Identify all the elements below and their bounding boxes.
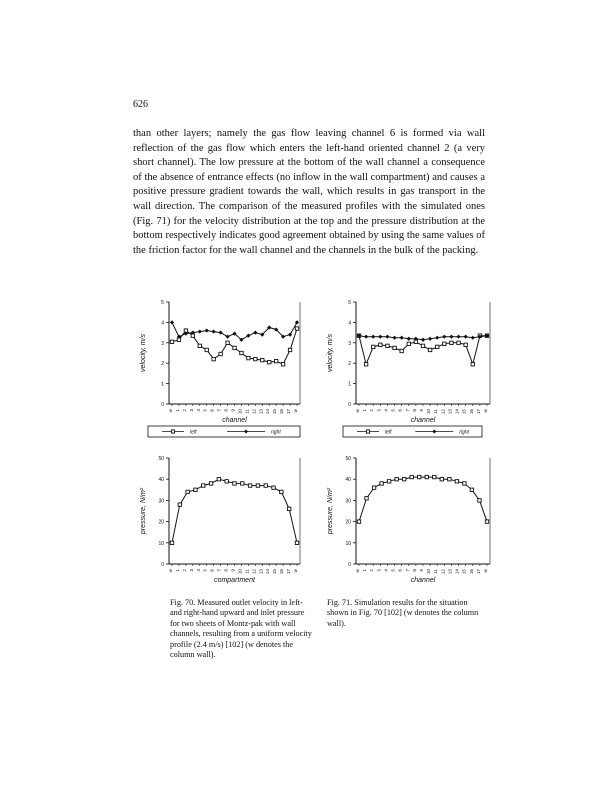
y-tick-label: 0 — [161, 562, 164, 568]
x-tick-label: 16 — [279, 569, 285, 575]
data-point-left — [379, 343, 382, 346]
data-point-left — [393, 346, 396, 349]
data-point-pressure — [395, 478, 398, 481]
data-point-right — [435, 336, 439, 340]
data-point-left — [261, 358, 264, 361]
x-tick-label: w — [168, 409, 173, 413]
y-tick-label: 10 — [158, 540, 164, 547]
fig71-pressure-chart — [327, 456, 490, 584]
x-tick-label: 9 — [419, 569, 424, 572]
x-tick-label: w — [355, 569, 360, 573]
x-tick-label: 1 — [362, 409, 368, 412]
x-tick-label: 4 — [383, 569, 389, 572]
data-point-pressure — [170, 541, 173, 544]
data-point-pressure — [357, 520, 360, 523]
x-tick-label: 7 — [216, 569, 222, 572]
x-tick-label: 14 — [454, 569, 460, 575]
data-point-pressure — [418, 475, 421, 478]
data-point-left — [247, 356, 250, 359]
legend-marker-left — [366, 430, 369, 433]
x-tick-label: 12 — [251, 569, 257, 575]
x-tick-label: 9 — [419, 409, 424, 412]
data-point-right — [421, 338, 425, 342]
data-point-left — [281, 363, 284, 366]
x-tick-label: 2 — [181, 569, 187, 572]
x-tick-label: 9 — [230, 569, 236, 572]
x-tick-label: 12 — [440, 409, 446, 415]
x-tick-label: 2 — [369, 409, 375, 412]
x-tick-label: 5 — [390, 569, 396, 572]
x-tick-label: 9 — [230, 409, 236, 412]
x-tick-label: 5 — [202, 409, 208, 412]
data-point-right — [219, 331, 223, 335]
y-axis-title: velocity, m/s — [327, 334, 334, 372]
x-tick-label: 13 — [258, 569, 264, 575]
x-tick-label: 14 — [454, 409, 460, 415]
x-tick-label: w — [168, 569, 173, 573]
y-tick-label: 0 — [161, 402, 164, 408]
y-tick-label: 0 — [348, 562, 351, 568]
x-tick-label: 10 — [426, 569, 432, 575]
x-tick-label: 17 — [286, 569, 292, 575]
data-point-pressure — [225, 480, 228, 483]
data-point-pressure — [280, 490, 283, 493]
data-point-left — [254, 357, 257, 360]
y-tick-label: 50 — [158, 456, 164, 462]
legend-label-left: left — [385, 429, 392, 436]
x-tick-label: 14 — [265, 409, 271, 415]
data-point-pressure — [178, 503, 181, 506]
x-tick-label: 5 — [202, 569, 208, 572]
data-point-left — [407, 342, 410, 345]
x-tick-label: 10 — [237, 569, 243, 575]
data-point-pressure — [287, 507, 290, 510]
data-point-left — [364, 363, 367, 366]
x-tick-label: 7 — [216, 409, 222, 412]
data-point-right — [288, 333, 292, 337]
data-point-right — [170, 320, 174, 324]
x-axis-title: channel — [222, 417, 247, 424]
data-point-pressure — [402, 478, 405, 481]
data-point-pressure — [256, 484, 259, 487]
y-tick-label: 40 — [158, 477, 164, 484]
y-tick-label: 2 — [161, 361, 164, 368]
data-point-pressure — [272, 486, 275, 489]
x-tick-label: 17 — [286, 409, 292, 415]
data-point-pressure — [295, 541, 298, 544]
data-point-left — [170, 340, 173, 343]
data-point-right — [400, 336, 404, 340]
x-tick-label: 6 — [209, 569, 215, 572]
data-point-right — [212, 329, 216, 333]
data-point-pressure — [365, 497, 368, 500]
x-tick-label: 8 — [411, 409, 417, 412]
x-tick-label: 6 — [209, 409, 215, 412]
data-point-right — [295, 320, 299, 324]
y-tick-label: 30 — [345, 498, 351, 505]
data-point-pressure — [209, 482, 212, 485]
fig70-caption: Fig. 70. Measured outlet velocity in left- and right-hand upward and inlet pressure for two sheets of Montz-pak with wall channels, resulting from a uniform velocity profile (2.4 m/s) [102] (w denotes the column wall). — [170, 598, 312, 660]
data-point-pressure — [241, 482, 244, 485]
y-tick-label: 0 — [348, 402, 351, 408]
data-point-pressure — [372, 486, 375, 489]
y-tick-label: 10 — [345, 540, 351, 547]
x-tick-label: 13 — [447, 409, 453, 415]
data-point-pressure — [448, 478, 451, 481]
x-tick-label: 6 — [397, 569, 403, 572]
data-point-pressure — [455, 480, 458, 483]
page-number: 626 — [133, 99, 148, 110]
data-point-right — [225, 335, 229, 339]
x-tick-label: 3 — [376, 569, 382, 572]
x-tick-label: 1 — [174, 569, 180, 572]
data-point-pressure — [433, 475, 436, 478]
data-point-left — [421, 344, 424, 347]
x-tick-label: 8 — [411, 569, 417, 572]
y-tick-label: 3 — [348, 340, 351, 347]
x-axis-title: compartment — [214, 577, 255, 584]
fig71-velocity-chart — [327, 300, 490, 437]
series-line-pressure — [172, 479, 297, 543]
data-point-right — [198, 329, 202, 333]
x-tick-label: 15 — [272, 569, 278, 575]
y-tick-label: 30 — [158, 498, 164, 505]
data-point-left — [464, 343, 467, 346]
data-point-pressure — [440, 478, 443, 481]
data-point-right — [471, 336, 475, 340]
data-point-pressure — [380, 482, 383, 485]
data-point-pressure — [194, 488, 197, 491]
data-point-right — [464, 335, 468, 339]
data-point-left — [226, 341, 229, 344]
data-point-left — [288, 348, 291, 351]
legend-label-left: left — [190, 429, 197, 436]
data-point-pressure — [233, 482, 236, 485]
x-tick-label: 8 — [223, 569, 229, 572]
data-point-right — [378, 335, 382, 339]
data-point-pressure — [463, 482, 466, 485]
x-tick-label: w — [355, 409, 360, 413]
data-point-left — [443, 342, 446, 345]
data-point-left — [372, 345, 375, 348]
x-tick-label: 8 — [223, 409, 229, 412]
x-tick-label: 14 — [265, 569, 271, 575]
y-tick-label: 1 — [161, 381, 164, 388]
x-tick-label: w — [293, 409, 298, 413]
data-point-right — [442, 335, 446, 339]
data-point-right — [392, 336, 396, 340]
x-tick-label: 1 — [174, 409, 180, 412]
data-point-left — [212, 357, 215, 360]
y-axis-title: pressure, N/m² — [327, 487, 334, 535]
data-point-left — [198, 344, 201, 347]
x-tick-label: 1 — [362, 569, 368, 572]
x-tick-label: 5 — [390, 409, 396, 412]
y-tick-label: 3 — [161, 340, 164, 347]
data-point-right — [407, 337, 411, 341]
fig71-caption: Fig. 71. Simulation results for the situation shown in Fig. 70 [102] (w denotes the column wall). — [327, 598, 479, 628]
data-point-left — [274, 359, 277, 362]
data-point-pressure — [248, 484, 251, 487]
data-point-left — [428, 348, 431, 351]
data-point-right — [385, 335, 389, 339]
x-tick-label: 17 — [475, 409, 481, 415]
paragraph-text: than other layers; namely the gas flow leaving channel 6 is formed via wall reflection of the gas flow which enters the left-hand oriented channel 2 (a very short channel). The low pressure at the bottom of the wall channel a consequence of the absence of entrance effects (no inflow in the wall compartment) and causes a positive pressure gradient towards the wall, which results in gas transport in the wall direction. The comparison of the measured profiles with the simulated ones (Fig. 71) for the velocity distribution at the top and the pressure distribution at the bottom respectively indicates good agreement obtained by using the same values of the friction factor for the wall channel and the channels in the bulk of the packing. — [133, 128, 485, 256]
data-point-left — [457, 341, 460, 344]
x-tick-label: 12 — [440, 569, 446, 575]
data-point-pressure — [410, 475, 413, 478]
x-tick-label: 11 — [433, 569, 439, 574]
x-tick-label: 11 — [433, 409, 439, 414]
data-point-pressure — [470, 488, 473, 491]
x-tick-label: w — [483, 569, 488, 573]
data-point-pressure — [478, 499, 481, 502]
y-tick-label: 5 — [348, 300, 351, 306]
data-point-left — [471, 363, 474, 366]
x-tick-label: 10 — [426, 409, 432, 415]
data-point-right — [428, 337, 432, 341]
x-tick-label: w — [483, 409, 488, 413]
legend-label-right: right — [271, 429, 281, 436]
data-point-left — [450, 341, 453, 344]
legend-label-right: right — [459, 429, 470, 436]
x-tick-label: 16 — [468, 569, 474, 575]
data-point-left — [400, 349, 403, 352]
data-point-left — [436, 345, 439, 348]
data-point-left — [233, 346, 236, 349]
x-tick-label: 17 — [475, 569, 481, 575]
x-tick-label: 15 — [461, 409, 467, 415]
data-point-pressure — [217, 478, 220, 481]
x-tick-label: 12 — [251, 409, 257, 415]
fig70-pressure-chart — [140, 456, 300, 584]
data-point-right — [364, 335, 368, 339]
data-point-right — [456, 335, 460, 339]
legend-marker-left — [171, 430, 174, 433]
x-tick-label: 7 — [404, 409, 410, 412]
x-tick-label: 10 — [237, 409, 243, 415]
x-tick-label: 15 — [461, 569, 467, 575]
x-tick-label: 7 — [404, 569, 410, 572]
y-tick-label: 20 — [158, 519, 164, 526]
data-point-pressure — [485, 520, 488, 523]
x-axis-title: channel — [410, 417, 436, 424]
x-tick-label: 13 — [258, 409, 264, 415]
x-tick-label: 11 — [244, 569, 250, 574]
x-tick-label: 3 — [376, 409, 382, 412]
y-tick-label: 5 — [161, 300, 164, 306]
data-point-right — [205, 328, 209, 332]
x-tick-label: 16 — [279, 409, 285, 415]
data-point-pressure — [425, 475, 428, 478]
data-point-pressure — [387, 480, 390, 483]
y-tick-label: 2 — [348, 361, 351, 368]
x-tick-label: 11 — [244, 409, 250, 414]
data-point-right — [449, 335, 453, 339]
x-tick-label: 15 — [272, 409, 278, 415]
y-tick-label: 40 — [345, 477, 351, 484]
series-line-pressure — [359, 477, 487, 521]
x-tick-label: 2 — [369, 569, 375, 572]
data-point-right — [253, 331, 257, 335]
data-point-pressure — [264, 484, 267, 487]
x-tick-label: 16 — [468, 409, 474, 415]
data-point-pressure — [186, 490, 189, 493]
y-tick-label: 50 — [345, 456, 351, 462]
data-point-left — [295, 327, 298, 330]
y-tick-label: 4 — [161, 320, 164, 327]
x-tick-label: 4 — [383, 409, 389, 412]
x-tick-label: 13 — [447, 569, 453, 575]
x-tick-label: 3 — [188, 409, 194, 412]
y-tick-label: 1 — [348, 381, 351, 388]
y-tick-label: 20 — [345, 519, 351, 526]
data-point-left — [205, 348, 208, 351]
x-tick-label: 2 — [181, 409, 187, 412]
x-tick-label: w — [293, 569, 298, 573]
y-axis-title: pressure, N/m² — [140, 487, 147, 535]
data-point-left — [240, 351, 243, 354]
y-axis-title: velocity, m/s — [140, 334, 147, 372]
data-point-right — [246, 334, 250, 338]
y-tick-label: 4 — [348, 320, 351, 327]
x-tick-label: 4 — [195, 409, 201, 412]
data-point-left — [219, 352, 222, 355]
data-point-right — [371, 335, 375, 339]
x-tick-label: 4 — [195, 569, 201, 572]
data-point-left — [268, 360, 271, 363]
x-tick-label: 6 — [397, 409, 403, 412]
data-point-left — [386, 344, 389, 347]
x-axis-title: channel — [410, 577, 436, 584]
fig70-velocity-chart — [140, 300, 300, 437]
x-tick-label: 3 — [188, 569, 194, 572]
data-point-pressure — [202, 484, 205, 487]
